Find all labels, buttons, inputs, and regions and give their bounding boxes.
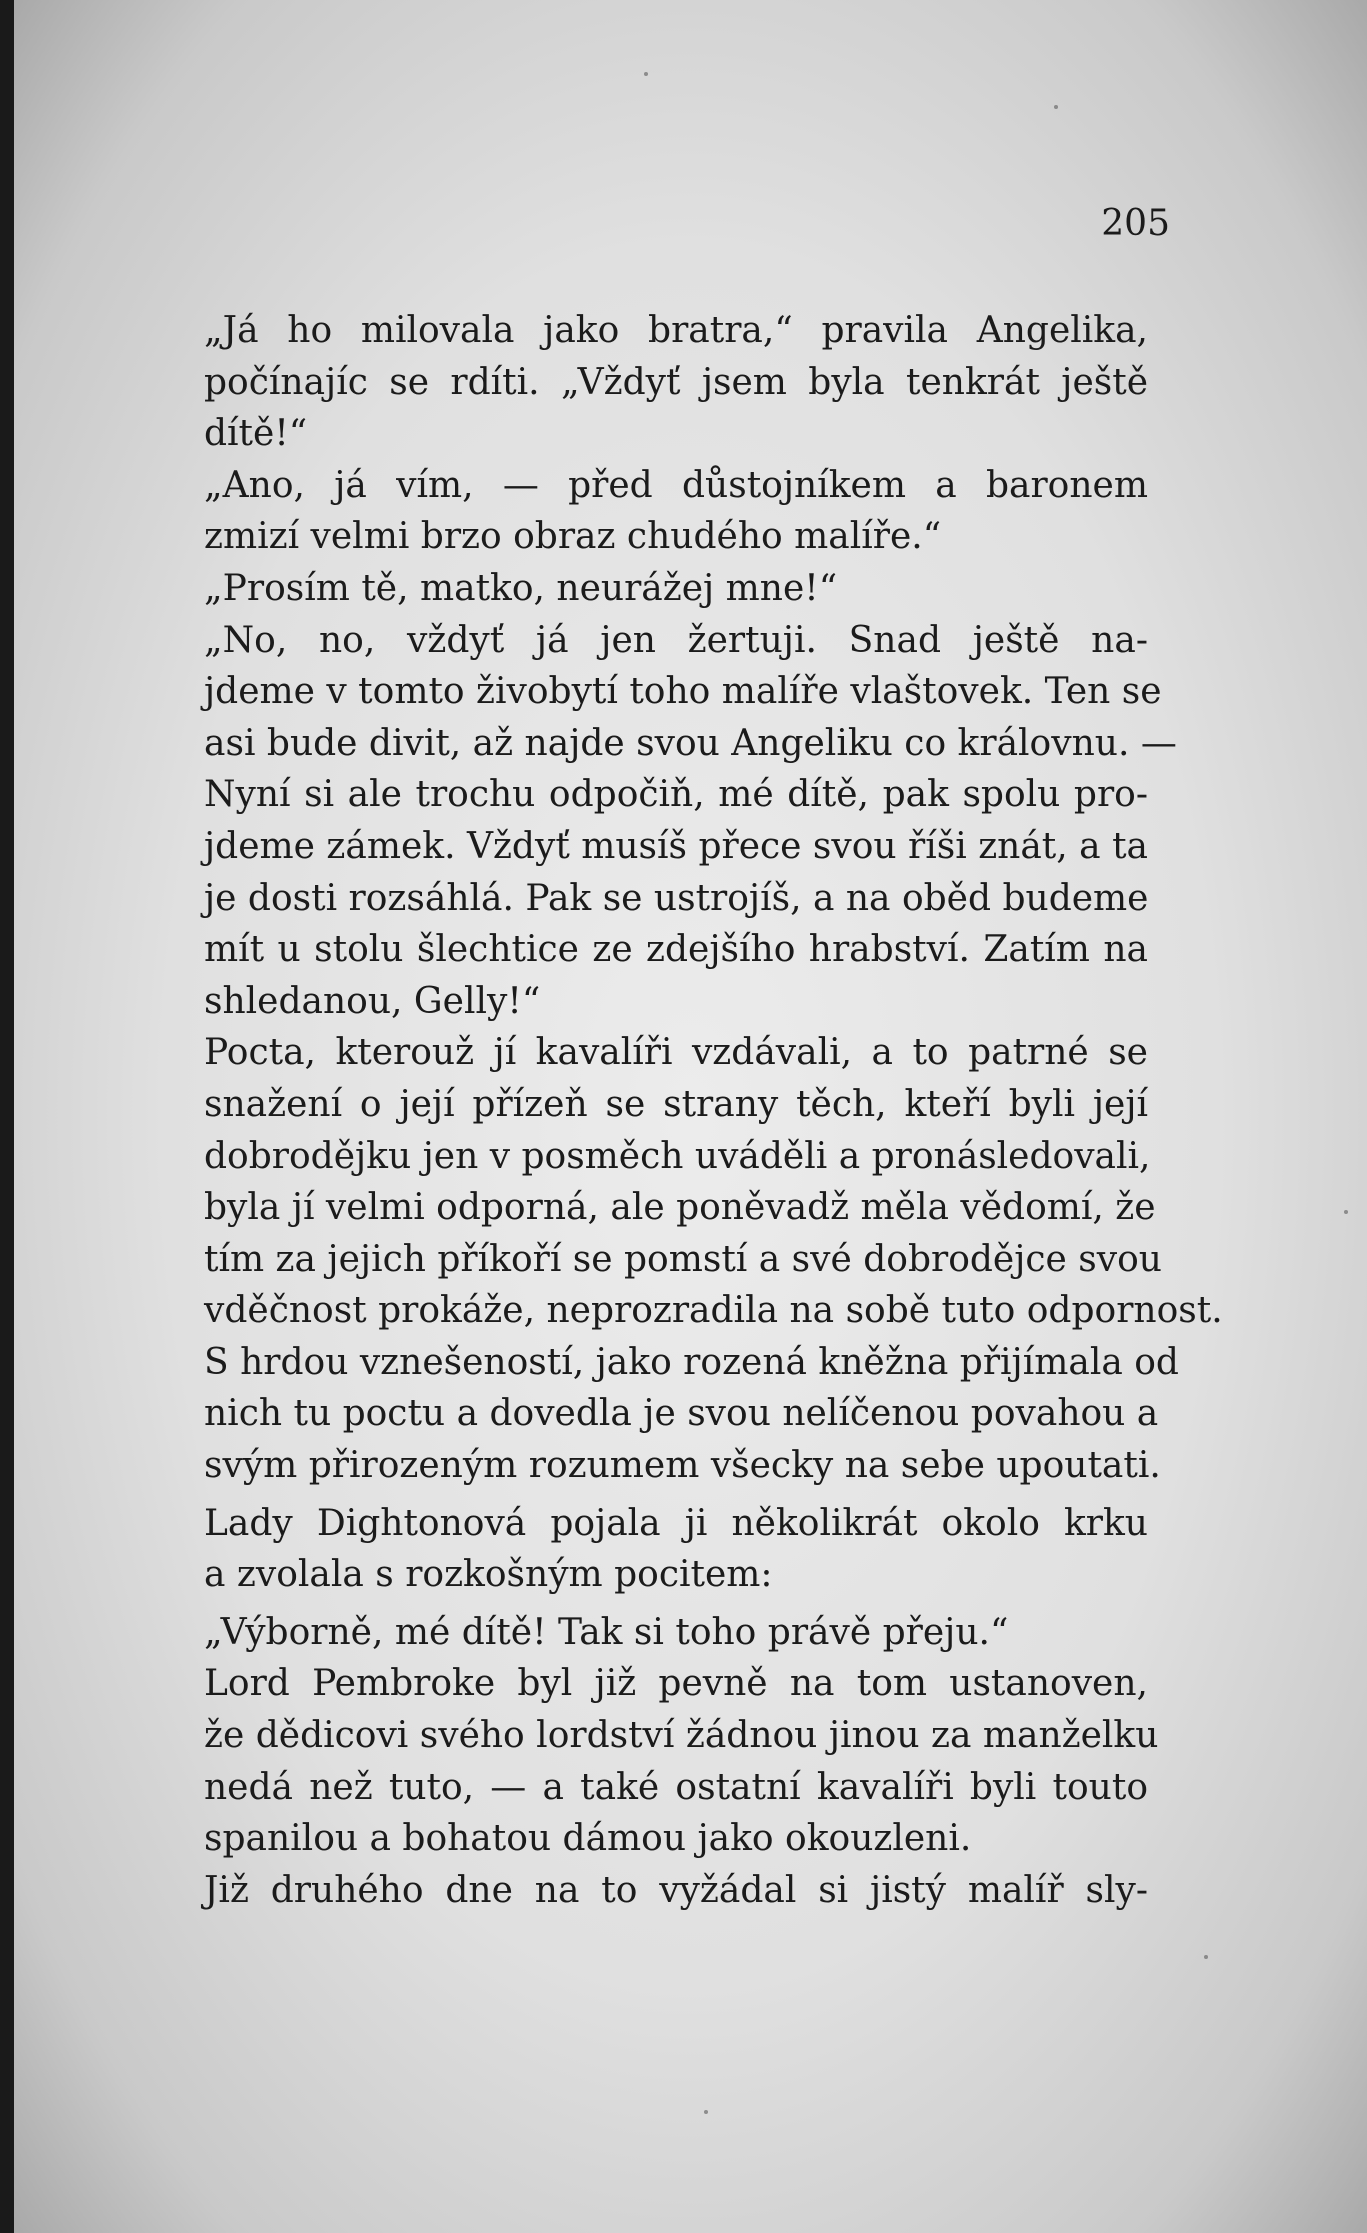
text-line: nedá než tuto, — a také ostatní kavalíři byli touto [204,1766,1148,1808]
text-line: nich tu poctu a dovedla je svou nelíčenou povahou a [204,1393,1159,1435]
text-line: „No, no, vždyť já jen žertuji. Snad ještě na- [204,619,1148,661]
scan-speck [1344,1210,1348,1214]
text-line: Lord Pembroke byl již pevně na tom ustanoven, [204,1663,1148,1705]
scan-speck [1204,1955,1208,1959]
scan-speck [1054,105,1058,109]
text-line: „Prosím tě, matko, neurážej mne!“ [204,567,838,609]
paragraph-4 [100,615,1177,1028]
text-line: Nyní si ale trochu odpočiň, mé dítě, pak spolu pro- [204,774,1148,816]
paragraph-3 [100,563,1148,615]
paragraph-8 [100,1658,1159,1864]
text-line: svým přirozeným rozumem všecky na sebe upoutati. [204,1445,1161,1487]
page-text [100,305,1223,1916]
text-line: zmizí velmi brzo obraz chudého malíře.“ [204,516,942,558]
paragraph-5 [100,1027,1223,1491]
text-line: a zvolala s rozkošným pocitem: [204,1554,773,1596]
paragraph-9 [100,1865,1148,1917]
text-line: spanilou a bohatou dámou jako okouzleni. [204,1818,972,1860]
text-line: že dědicovi svého lordství žádnou jinou za manželku [204,1715,1159,1757]
text-line: „Ano, já vím, — před důstojníkem a baronem [204,464,1148,506]
paragraph-7 [100,1607,1148,1659]
text-line: asi bude divit, až najde svou Angeliku co královnu. — [204,722,1177,764]
text-line: tím za jejich příkoří se pomstí a své dobrodějce svou [204,1238,1162,1280]
text-line: počínajíc se rdíti. „Vždyť jsem byla tenkrát ještě [204,361,1148,403]
text-line: Lady Dightonová pojala ji několikrát okolo krku [204,1502,1148,1544]
paragraph-2 [100,460,1148,563]
text-line: jdeme v tomto živobytí toho malíře vlaštovek. Ten se [204,671,1162,713]
scan-speck [704,2110,708,2114]
text-line: Pocta, kterouž jí kavalíři vzdávali, a to patrné se [204,1032,1148,1074]
text-line: dobrodějku jen v posměch uváděli a pronásledovali, [204,1135,1151,1177]
text-line: dítě!“ [204,413,308,455]
text-line: shledanou, Gelly!“ [204,980,541,1022]
book-page [14,0,1367,2233]
text-line: Již druhého dne na to vyžádal si jistý malíř sly- [204,1869,1148,1911]
text-line: snažení o její přízeň se strany těch, kteří byli její [204,1083,1148,1125]
scan-speck [644,72,648,76]
page-number: 205 [1101,203,1170,244]
text-line: mít u stolu šlechtice ze zdejšího hrabství. Zatím na [204,929,1148,971]
paragraph-6 [100,1498,1148,1601]
paragraph-1 [100,305,1148,460]
text-line: S hrdou vznešeností, jako rozená kněžna přijímala od [204,1341,1179,1383]
text-line: vděčnost prokáže, neprozradila na sobě tuto odpornost. [204,1290,1223,1332]
text-line: jdeme zámek. Vždyť musíš přece svou říši znát, a ta [204,825,1148,867]
text-line: byla jí velmi odporná, ale poněvadž měla vědomí, že [204,1187,1156,1229]
text-line: „Výborně, mé dítě! Tak si toho právě přeju.“ [204,1611,1009,1653]
scan-left-edge [0,0,14,2233]
text-line: je dosti rozsáhlá. Pak se ustrojíš, a na oběd budeme [204,877,1149,919]
text-line: „Já ho milovala jako bratra,“ pravila Angelika, [204,310,1148,351]
